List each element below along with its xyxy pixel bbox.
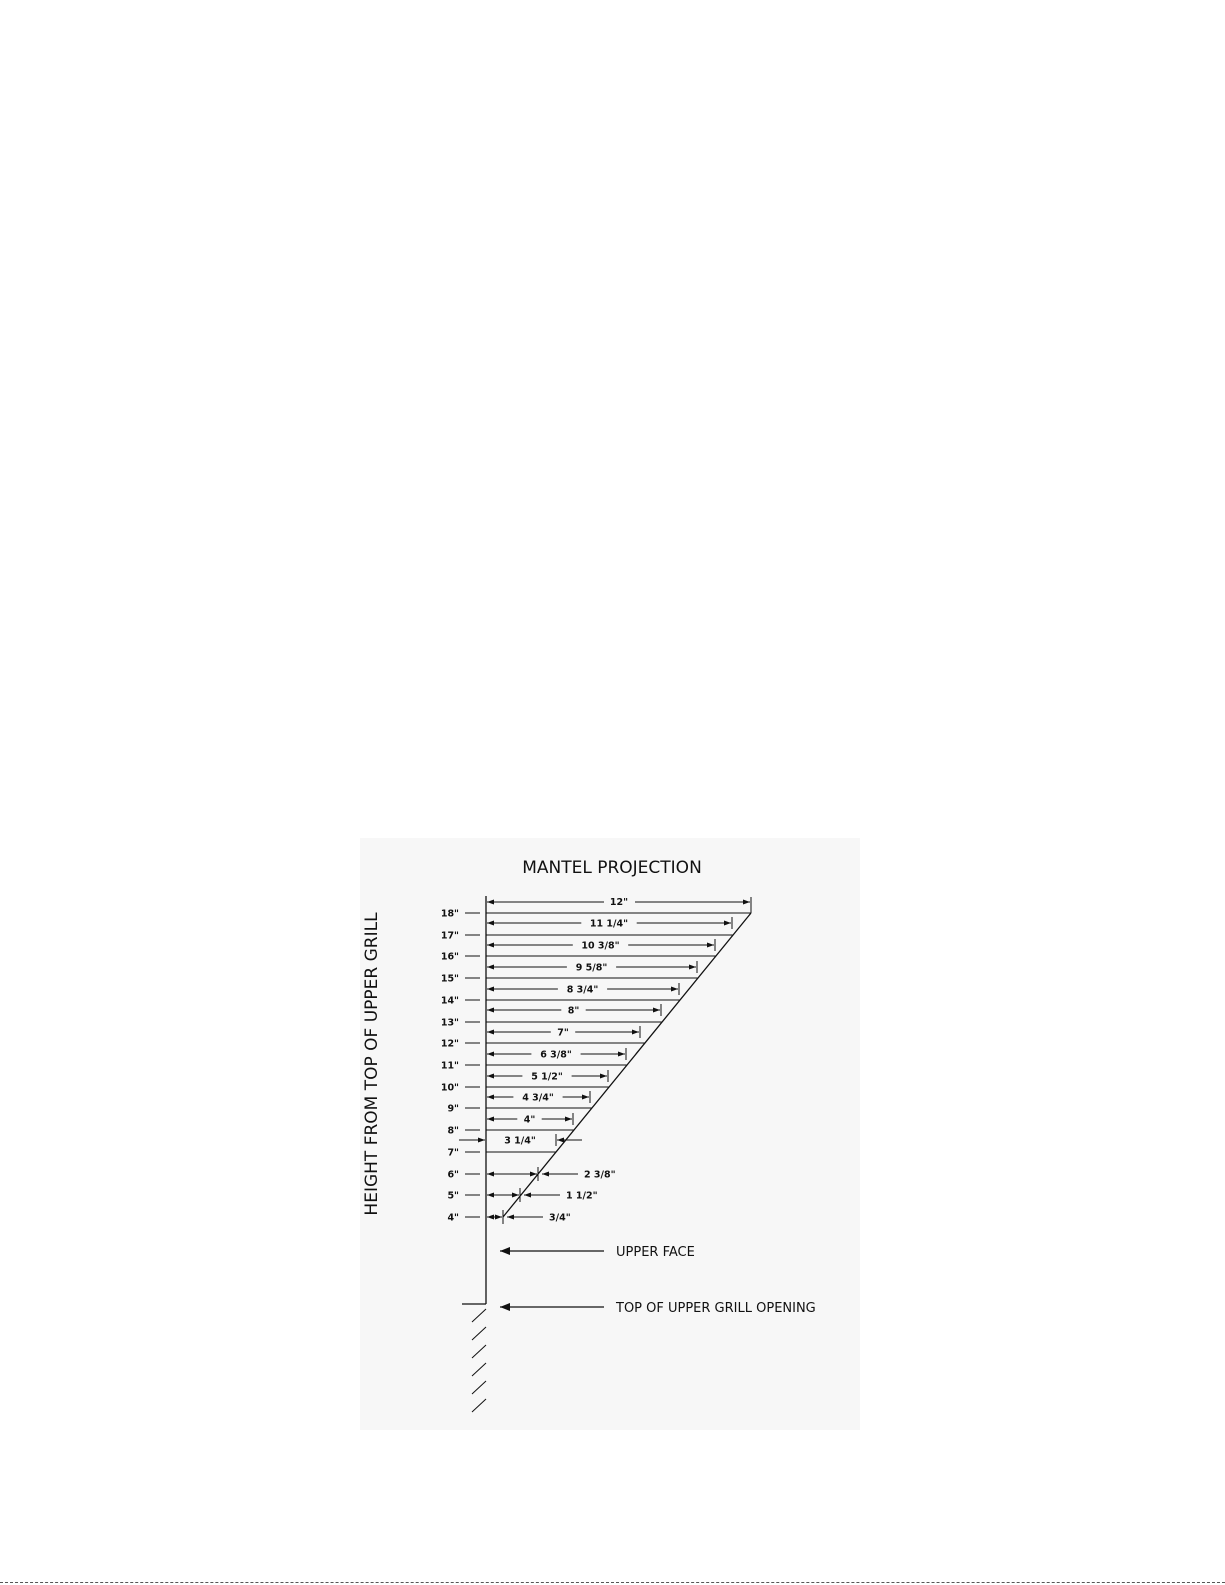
grill-opening-callout: TOP OF UPPER GRILL OPENING [616,1301,816,1316]
height-label: 12" [440,1038,459,1050]
diagram-panel [360,838,860,1430]
diagram-title: MANTEL PROJECTION [522,858,702,878]
height-label: 15" [440,973,459,985]
hatch-mark [472,1309,486,1322]
projection-label: 6 3/8" [540,1049,572,1061]
height-label: 17" [440,930,459,942]
projection-label: 5 1/2" [531,1071,563,1083]
height-label: 18" [440,908,459,920]
upper-face-callout: UPPER FACE [616,1245,695,1260]
projection-label: 4 3/4" [522,1092,554,1104]
hatch-mark [472,1327,486,1340]
projection-label: 8" [567,1005,580,1017]
height-label: 4" [447,1212,459,1224]
mantel-projection-diagram [360,838,860,1430]
projection-label: 3 1/4" [504,1135,536,1147]
projection-label: 2 3/8" [584,1169,616,1181]
projection-label: 3/4" [549,1212,571,1224]
height-label: 16" [440,951,459,963]
height-label: 8" [447,1125,459,1137]
height-label: 10" [440,1082,459,1094]
page-bottom-dashed-rule [0,1582,1225,1583]
hatch-mark [472,1399,486,1412]
break-hatch-marks [472,1309,486,1412]
projection-label: 11 1/4" [589,918,629,930]
height-label: 11" [440,1060,459,1072]
height-label: 14" [440,995,459,1007]
height-label: 6" [447,1169,459,1181]
hatch-mark [472,1345,486,1358]
projection-label: 1 1/2" [566,1190,598,1202]
projection-label: 7" [557,1027,569,1039]
height-axis-label: HEIGHT FROM TOP OF UPPER GRILL [362,912,382,1216]
height-label: 9" [447,1103,459,1115]
projection-label: 10 3/8" [581,940,620,952]
projection-label: 9 5/8" [575,962,608,974]
height-label: 7" [447,1147,459,1159]
projection-label: 8 3/4" [566,984,599,996]
top-dimension-label: 12" [609,897,629,908]
height-label: 5" [447,1190,459,1202]
hatch-mark [472,1381,486,1394]
height-label: 13" [440,1017,459,1029]
projection-label: 4" [523,1114,536,1126]
hatch-mark [472,1363,486,1376]
height-rows [441,909,751,1225]
